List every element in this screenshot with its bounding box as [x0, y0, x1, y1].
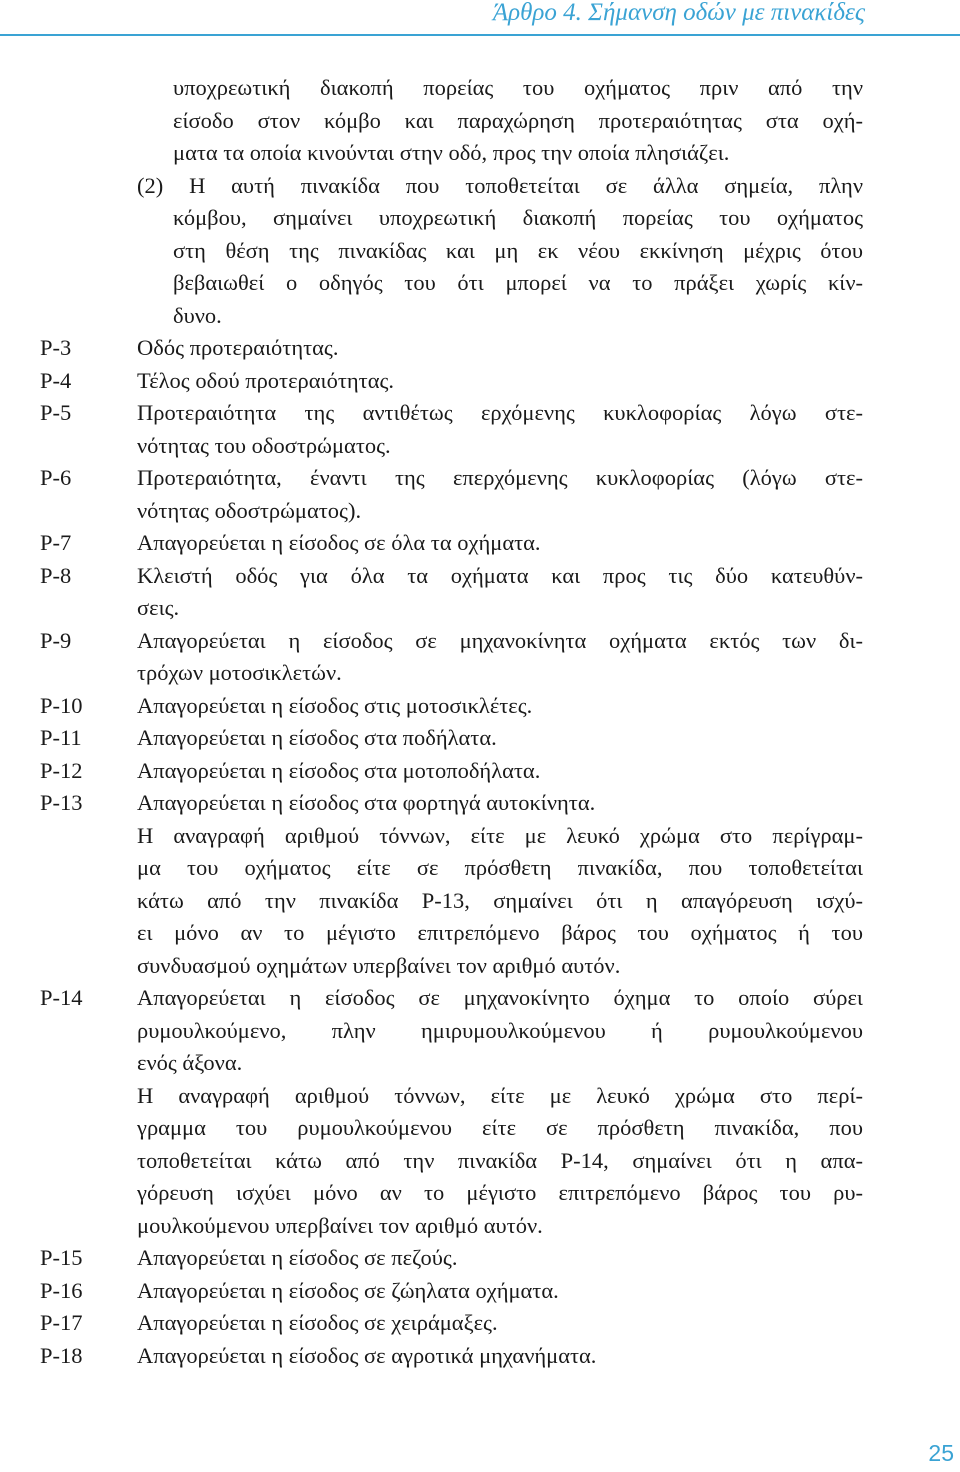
sign-code: Ρ-12	[40, 757, 83, 783]
text-line: ει μόνο αν το μέγιστο επιτρεπόμενο βάρος του οχήματος ή του	[137, 920, 863, 945]
intro-line	[0, 105, 960, 138]
intro-line	[0, 267, 960, 300]
sign-line	[0, 657, 960, 690]
text-line: Απαγορεύεται η είσοδος σε ζώηλατα οχήματα.	[137, 1277, 559, 1303]
sign-line	[0, 332, 960, 365]
sign-line	[0, 1145, 960, 1178]
text-line: Τέλος οδού προτεραιότητας.	[137, 367, 395, 393]
intro-line	[0, 137, 960, 170]
sign-line	[0, 495, 960, 528]
text-line: Κλειστή οδός για όλα τα οχήματα και προς τις δύο κατευθύν-	[137, 562, 863, 588]
text-line: γραμμα του ρυμουλκούμενου είτε σε πρόσθετη πινακίδα, που	[137, 1115, 863, 1140]
text-line: (2) Η αυτή πινακίδα που τοποθετείται σε άλλα σημεία, πλην	[137, 172, 863, 198]
text-line: μα του οχήματος είτε σε πρόσθετη πινακίδα, που τοποθετείται	[137, 855, 863, 880]
text-line: δυνο.	[173, 302, 222, 328]
sign-line	[0, 722, 960, 755]
sign-line	[0, 365, 960, 398]
sign-code: Ρ-14	[40, 985, 83, 1010]
text-line: Απαγορεύεται η είσοδος στις μοτοσικλέτες.	[137, 692, 533, 718]
sign-line	[0, 462, 960, 495]
sign-line	[0, 1307, 960, 1340]
text-line: Απαγορεύεται η είσοδος στα φορτηγά αυτοκίνητα.	[137, 790, 596, 815]
sign-code: Ρ-8	[40, 562, 72, 588]
text-line: τοποθετείται κάτω από την πινακίδα Ρ-14, σημαίνει ότι η απα-	[137, 1147, 863, 1173]
text-line: Απαγορεύεται η είσοδος στα μοτοποδήλατα.	[137, 757, 541, 783]
sign-line	[0, 592, 960, 625]
text-line: βεβαιωθεί ο οδηγός του ότι μπορεί να το πράξει χωρίς κίν-	[173, 270, 863, 295]
sign-line	[0, 1080, 960, 1113]
text-line: Απαγορεύεται η είσοδος σε αγροτικά μηχανήματα.	[137, 1342, 597, 1368]
sign-line	[0, 787, 960, 820]
text-line: τρόχων μοτοσικλετών.	[137, 660, 342, 685]
sign-line	[0, 1242, 960, 1275]
text-line: Η αναγραφή αριθμού τόννων, είτε με λευκό χρώμα στο περίγραμ-	[137, 822, 863, 848]
text-line: ρυμουλκούμενο, πλην ημιρυμουλκούμενου ή ρυμουλκούμενου	[137, 1017, 863, 1043]
text-line: νότητας οδοστρώματος).	[137, 497, 362, 523]
text-line: Απαγορεύεται η είσοδος σε μηχανοκίνητα οχήματα εκτός των δι-	[137, 627, 863, 653]
sign-line	[0, 820, 960, 853]
text-line: είσοδο στον κόμβο και παραχώρηση προτεραιότητας στα οχή-	[173, 107, 863, 133]
text-line: μουλκούμενου υπερβαίνει τον αριθμό αυτόν.	[137, 1212, 543, 1238]
sign-code: Ρ-16	[40, 1277, 83, 1303]
intro-line	[0, 72, 960, 105]
article-body	[0, 72, 960, 1372]
sign-code: Ρ-15	[40, 1245, 83, 1270]
intro-line	[0, 235, 960, 268]
text-line: γόρευση ισχύει μόνο αν το μέγιστο επιτρεπόμενο βάρος του ρυ-	[137, 1180, 863, 1205]
sign-line	[0, 885, 960, 918]
text-line: κάτω από την πινακίδα Ρ-13, σημαίνει ότι η απαγόρευση ισχύ-	[137, 887, 863, 913]
text-line: υποχρεωτική διακοπή πορείας του οχήματος πριν από την	[173, 75, 863, 100]
sign-line	[0, 1340, 960, 1373]
sign-code: Ρ-17	[40, 1310, 83, 1335]
intro-line	[0, 170, 960, 203]
sign-line	[0, 1112, 960, 1145]
text-line: Απαγορεύεται η είσοδος σε μηχανοκίνητο όχημα το οποίο σύρει	[137, 985, 863, 1010]
sign-code: Ρ-7	[40, 530, 72, 555]
sign-line	[0, 1210, 960, 1243]
sign-line	[0, 397, 960, 430]
sign-line	[0, 690, 960, 723]
header-rule	[0, 34, 960, 36]
sign-line	[0, 430, 960, 463]
sign-code: Ρ-4	[40, 367, 72, 393]
sign-code: Ρ-3	[40, 335, 72, 360]
text-line: σεις.	[137, 595, 180, 620]
sign-line	[0, 1047, 960, 1080]
sign-line	[0, 982, 960, 1015]
text-line: Η αναγραφή αριθμού τόννων, είτε με λευκό χρώμα στο περί-	[137, 1082, 863, 1108]
sign-code: Ρ-6	[40, 465, 72, 490]
text-line: συνδυασμού οχημάτων υπερβαίνει τον αριθμό αυτόν.	[137, 952, 621, 978]
sign-line	[0, 1177, 960, 1210]
text-line: ματα τα οποία κινούνται στην οδό, προς την οποία πλησιάζει.	[173, 140, 730, 165]
sign-code: Ρ-18	[40, 1342, 83, 1368]
text-line: Απαγορεύεται η είσοδος στα ποδήλατα.	[137, 725, 497, 750]
sign-line	[0, 852, 960, 885]
sign-code: Ρ-11	[40, 725, 82, 750]
text-line: κόμβου, σημαίνει υποχρεωτική διακοπή πορείας του οχήματος	[173, 205, 863, 230]
sign-line	[0, 917, 960, 950]
text-line: νότητας του οδοστρώματος.	[137, 432, 391, 458]
sign-line	[0, 1015, 960, 1048]
page-number: 25	[928, 1440, 954, 1466]
sign-line	[0, 950, 960, 983]
text-line: Απαγορεύεται η είσοδος σε πεζούς.	[137, 1245, 458, 1270]
sign-line	[0, 527, 960, 560]
intro-line	[0, 300, 960, 333]
sign-code: Ρ-13	[40, 790, 83, 815]
sign-line	[0, 625, 960, 658]
text-line: Απαγορεύεται η είσοδος σε χειράμαξες.	[137, 1310, 498, 1335]
text-line: στη θέση της πινακίδας και μη εκ νέου εκκίνηση μέχρις ότου	[173, 237, 863, 263]
text-line: Προτεραιότητα της αντιθέτως ερχόμενης κυκλοφορίας λόγω στε-	[137, 400, 863, 425]
sign-line	[0, 755, 960, 788]
sign-code: Ρ-10	[40, 692, 83, 718]
sign-line	[0, 560, 960, 593]
text-line: ενός άξονα.	[137, 1050, 243, 1075]
sign-code: Ρ-9	[40, 627, 72, 653]
text-line: Προτεραιότητα, έναντι της επερχόμενης κυκλοφορίας (λόγω στε-	[137, 465, 863, 490]
text-line: Απαγορεύεται η είσοδος σε όλα τα οχήματα.	[137, 530, 541, 555]
sign-code: Ρ-5	[40, 400, 72, 425]
running-header: Άρθρο 4. Σήμανση οδών με πινακίδες	[492, 0, 865, 26]
text-line: Οδός προτεραιότητας.	[137, 335, 339, 360]
intro-line	[0, 202, 960, 235]
sign-line	[0, 1275, 960, 1308]
